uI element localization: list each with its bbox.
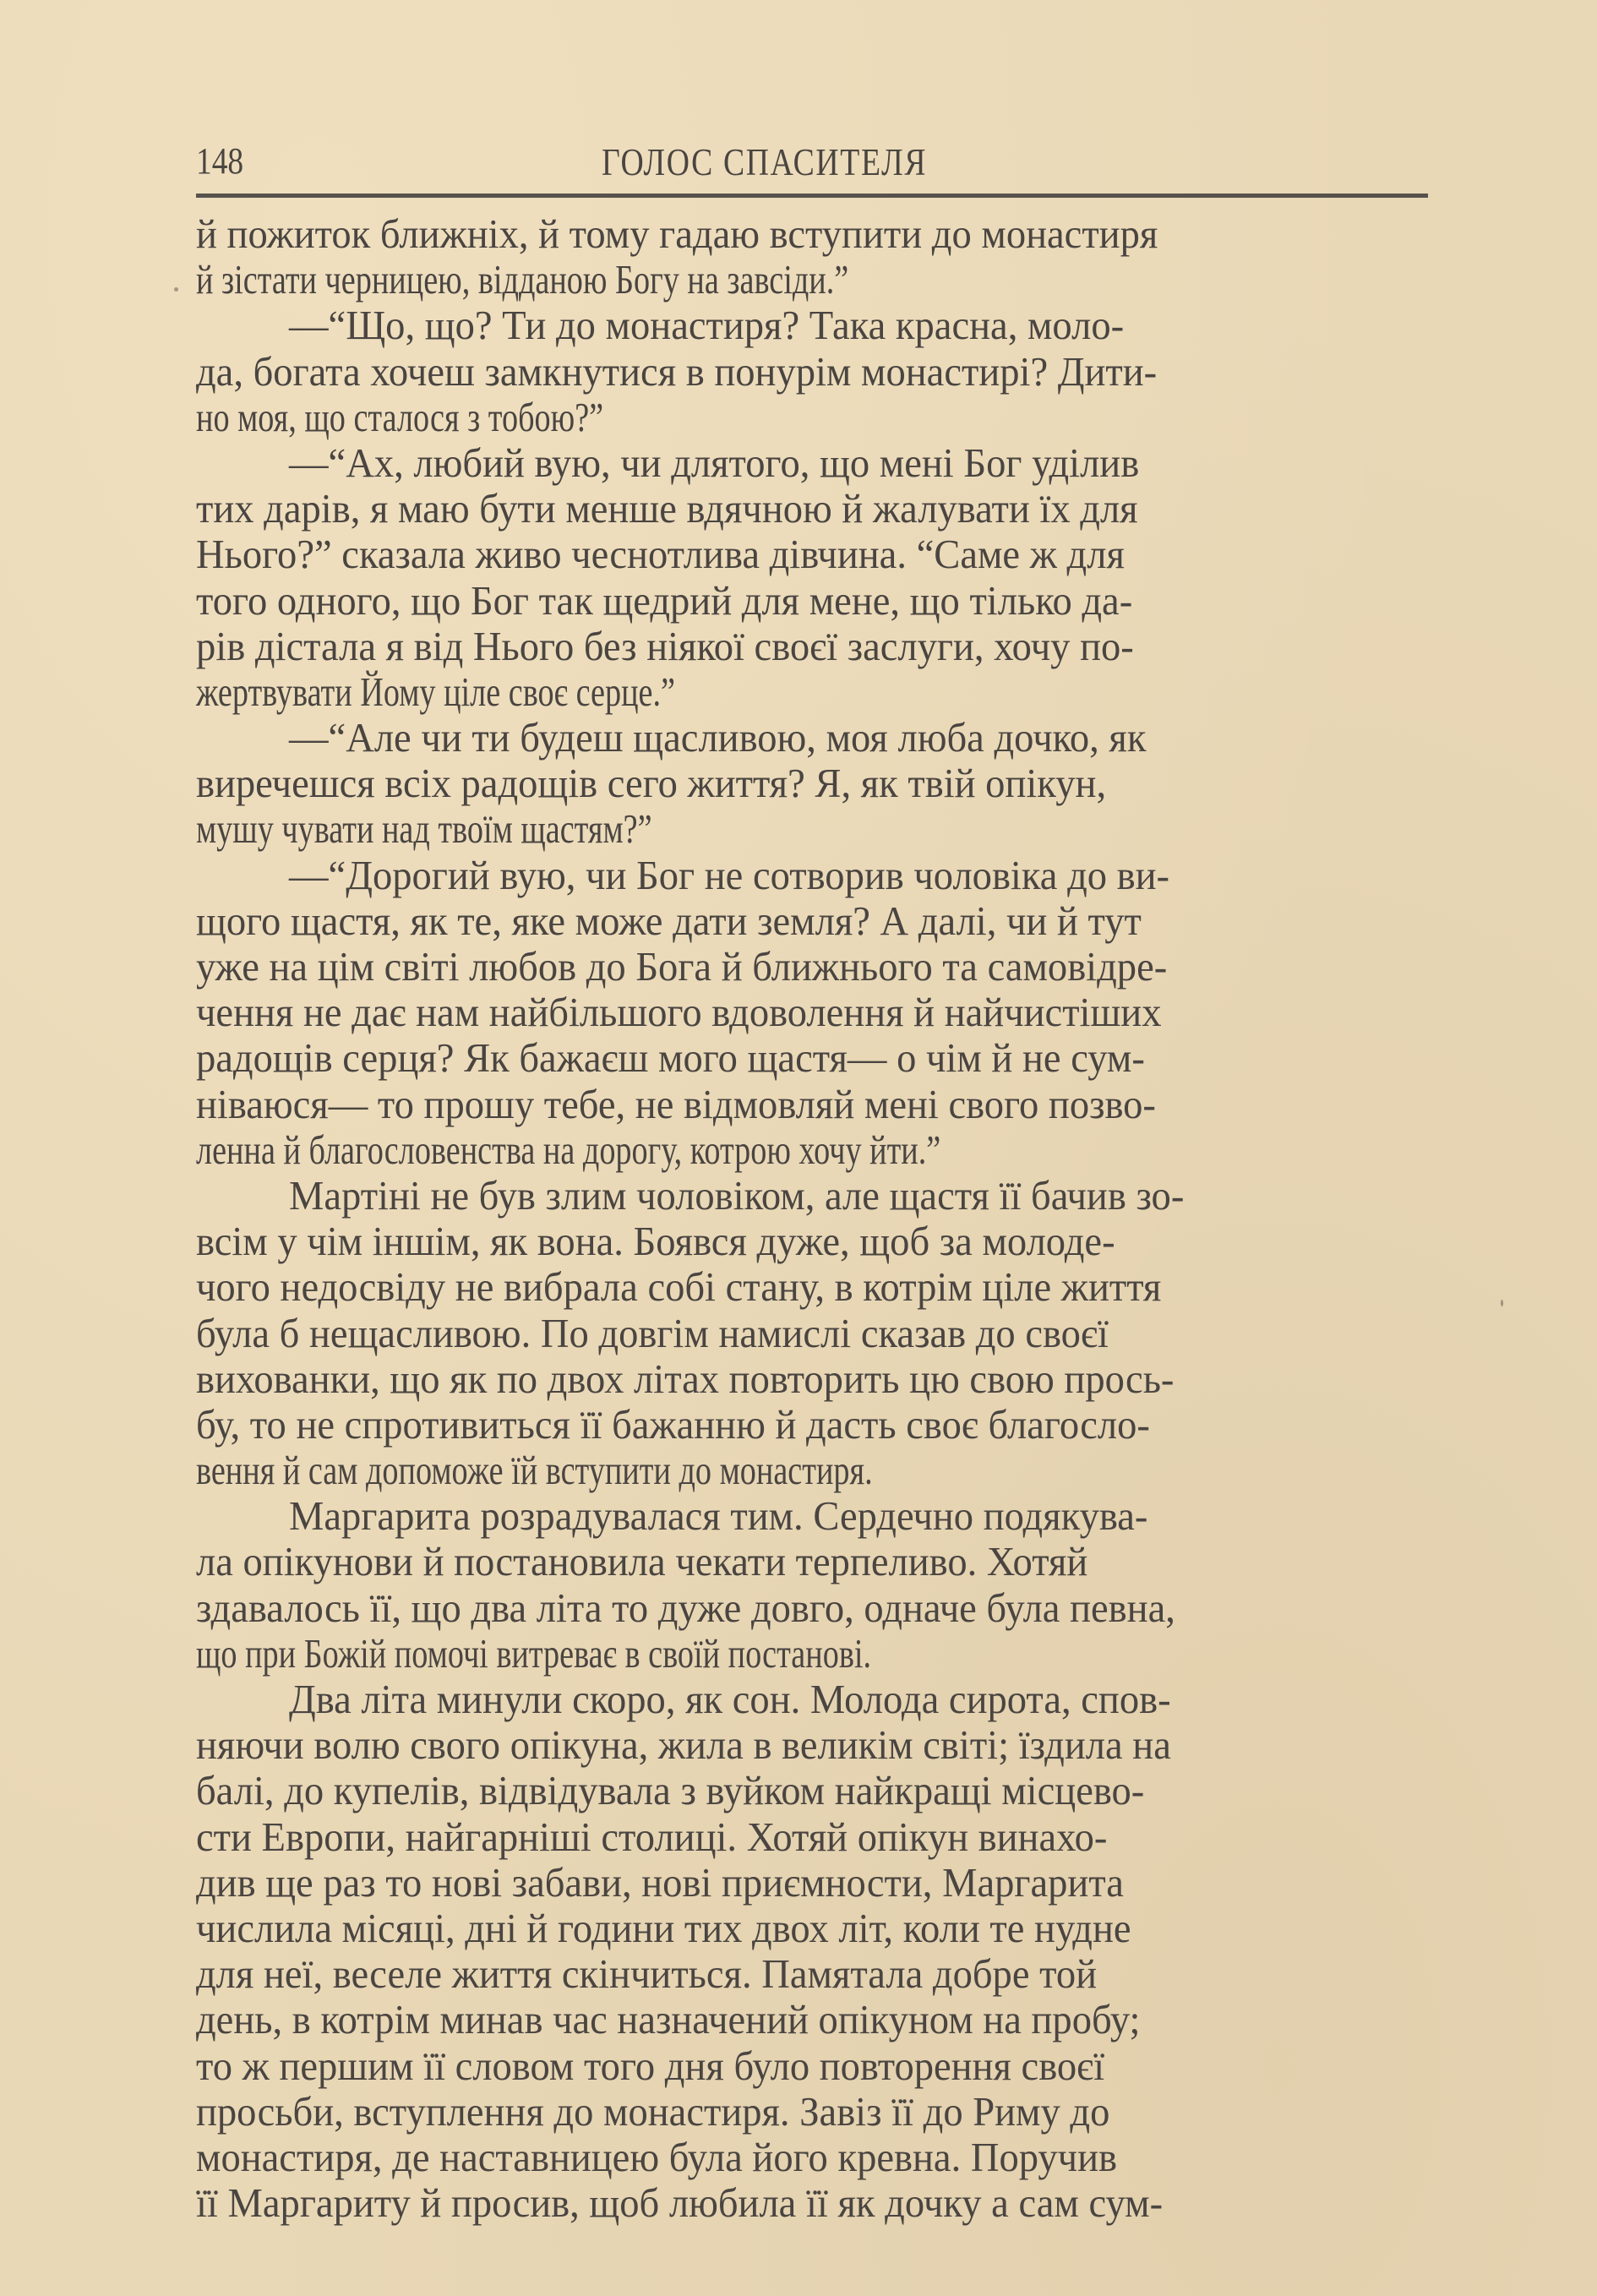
text-line-content: то ж першим її словом того дня було повторення своєї bbox=[196, 2042, 1105, 2089]
text-line-content: ленна й благословенства на дорогу, котрою хочу йти.” bbox=[196, 1126, 941, 1173]
text-line bbox=[196, 944, 1428, 990]
text-line bbox=[196, 1860, 1428, 1906]
text-line-content: того одного, що Бог так щедрий для мене, що тілько да- bbox=[196, 576, 1133, 624]
text-line-content: й пожиток ближніх, й тому гадаю вступити до монастиря bbox=[196, 210, 1158, 257]
text-line-content: радощів серця? Як бажаєш мого щастя— о чім й не сум- bbox=[196, 1034, 1145, 1082]
header-rule-divider bbox=[196, 194, 1428, 198]
text-line-content: —“Дорогий вую, чи Бог не сотворив чоловіка до ви- bbox=[289, 851, 1170, 898]
text-line bbox=[196, 532, 1428, 577]
text-line-content: див ще раз то нові забави, нові приємности, Маргарита bbox=[196, 1858, 1124, 1906]
text-line-content: день, в котрім минав час назначений опікуном на пробу; bbox=[196, 1996, 1141, 2043]
text-line-content: вихованки, що як по двох літах повторить цю свою прось- bbox=[196, 1355, 1175, 1402]
text-line-content: просьби, вступлення до монастиря. Завіз її до Риму до bbox=[196, 2087, 1110, 2135]
text-line-content: здавалось її, що два літа то дуже довго, одначе була певна, bbox=[196, 1584, 1175, 1631]
text-line-content: щого щастя, як те, яке може дати земля? А далі, чи й тут bbox=[196, 897, 1142, 944]
text-line-content: няючи волю свого опікуна, жила в великім світі; їздила на bbox=[196, 1721, 1171, 1769]
text-line-content: да, богата хочеш замкнутися в понурім монастирі? Дити- bbox=[196, 347, 1158, 395]
text-line bbox=[196, 349, 1428, 395]
text-line bbox=[196, 440, 1428, 486]
text-line-content: ніваюся— то прошу тебе, не відмовляй мені свого позво- bbox=[196, 1080, 1156, 1127]
text-line-content: бу, то не спротивиться її бажанню й дасть своє благосло- bbox=[196, 1400, 1150, 1448]
text-line bbox=[196, 1173, 1428, 1219]
text-line-content: Нього?” сказала живо чеснотлива дівчина. “Саме ж для bbox=[196, 531, 1125, 578]
text-line-content: виречешся всіх радощів сего життя? Я, як твій опікун, bbox=[196, 760, 1107, 807]
text-line-content: Мартіні не був злим чоловіком, але щастя її бачив зо- bbox=[289, 1171, 1185, 1219]
text-line bbox=[196, 303, 1428, 348]
text-line bbox=[196, 2180, 1428, 2226]
text-line-content: рів дістала я від Нього без ніякої своєї заслуги, хочу по- bbox=[196, 622, 1134, 669]
paper-speck bbox=[174, 287, 178, 292]
text-line bbox=[196, 1722, 1428, 1768]
text-line-content: числила місяці, дні й години тих двох літ, коли те нудне bbox=[196, 1904, 1131, 1951]
text-line-content: й зістати черницею, відданою Богу на завсіди.” bbox=[196, 256, 849, 303]
text-line-content: всім у чім іншім, як вона. Боявся дуже, щоб за молоде- bbox=[196, 1218, 1115, 1265]
text-line bbox=[196, 624, 1428, 669]
text-line bbox=[196, 1219, 1428, 1264]
text-line-content: сти Европи, найгарніші столиці. Хотяй опікун винахо- bbox=[196, 1813, 1108, 1860]
text-line bbox=[196, 486, 1428, 532]
text-line bbox=[196, 257, 1428, 303]
text-line bbox=[196, 1356, 1428, 1402]
text-line-content: Два літа минули скоро, як сон. Молода сирота, спов- bbox=[289, 1676, 1171, 1722]
text-line bbox=[196, 1814, 1428, 1860]
text-line bbox=[196, 990, 1428, 1035]
text-line bbox=[196, 1035, 1428, 1081]
page-header bbox=[196, 139, 1428, 190]
text-line bbox=[196, 1951, 1428, 1997]
text-line bbox=[196, 806, 1428, 852]
text-line bbox=[196, 2089, 1428, 2135]
body-text bbox=[196, 211, 1428, 2226]
text-line-content: для неї, веселе життя скінчиться. Памятала добре той bbox=[196, 1950, 1098, 1998]
text-line bbox=[196, 1539, 1428, 1584]
text-line bbox=[196, 1677, 1428, 1722]
text-line bbox=[196, 2135, 1428, 2180]
text-line-content: ла опікунови й постановила чекати терпеливо. Хотяй bbox=[196, 1538, 1088, 1585]
text-line-content: —“Ах, любий вую, чи длятого, що мені Бог уділив bbox=[289, 439, 1140, 486]
text-line bbox=[196, 1493, 1428, 1539]
text-line bbox=[196, 1906, 1428, 1951]
text-line bbox=[196, 1585, 1428, 1631]
text-line bbox=[196, 853, 1428, 898]
text-line bbox=[196, 761, 1428, 806]
text-line-content: монастиря, де наставницею була його кревна. Поручив bbox=[196, 2133, 1117, 2180]
text-line bbox=[196, 898, 1428, 944]
text-line bbox=[196, 1311, 1428, 1356]
text-line bbox=[196, 1402, 1428, 1448]
text-line-content: но моя, що сталося з тобою?” bbox=[196, 393, 604, 440]
text-line bbox=[196, 211, 1428, 257]
text-line-content: що при Божій помочі витреває в своїй постанові. bbox=[196, 1629, 872, 1677]
text-line bbox=[196, 2043, 1428, 2089]
text-line-content: —“Що, що? Ти до монастиря? Така красна, моло- bbox=[289, 302, 1125, 349]
text-line-content: її Маргариту й просив, щоб любила її як дочку а сам сум- bbox=[196, 2179, 1164, 2227]
text-line bbox=[196, 1127, 1428, 1173]
text-line-content: Маргарита розрадувалася тим. Сердечно подякува- bbox=[289, 1492, 1148, 1540]
text-line bbox=[196, 395, 1428, 440]
text-line bbox=[196, 578, 1428, 624]
paper-speck bbox=[1501, 1300, 1503, 1306]
text-line bbox=[196, 1082, 1428, 1127]
running-title: ГОЛОС СПАСИТЕЛЯ bbox=[602, 140, 928, 183]
text-line bbox=[196, 669, 1428, 715]
text-line bbox=[196, 715, 1428, 761]
text-line-content: уже на цім світі любов до Бога й ближнього та самовідре- bbox=[196, 943, 1168, 990]
text-line-content: тих дарів, я маю бути менше вдячною й жалувати їх для bbox=[196, 485, 1138, 532]
text-line-content: була б нещасливою. По довгім намислі сказав до своєї bbox=[196, 1309, 1109, 1356]
text-line-content: чого недосвіду не вибрала собі стану, в котрім ціле життя bbox=[196, 1263, 1162, 1311]
page-number: 148 bbox=[196, 140, 244, 182]
text-line bbox=[196, 1264, 1428, 1310]
text-line bbox=[196, 1997, 1428, 2042]
text-line bbox=[196, 1631, 1428, 1677]
text-line-content: жертвувати Йому ціле своє серце.” bbox=[196, 668, 676, 715]
text-line bbox=[196, 1448, 1428, 1493]
text-line-content: чення не дає нам найбільшого вдоволення й найчистіших bbox=[196, 989, 1162, 1036]
text-line-content: вення й сам допоможе їй вступити до монастиря. bbox=[196, 1447, 873, 1494]
text-line-content: —“Але чи ти будеш щасливою, моя люба дочко, як bbox=[289, 714, 1147, 761]
text-line-content: балі, до купелів, відвідувала з вуйком найкращі місцево- bbox=[196, 1767, 1145, 1814]
text-line-content: мушу чувати над твоїм щастям?” bbox=[196, 805, 652, 853]
text-line bbox=[196, 1768, 1428, 1813]
